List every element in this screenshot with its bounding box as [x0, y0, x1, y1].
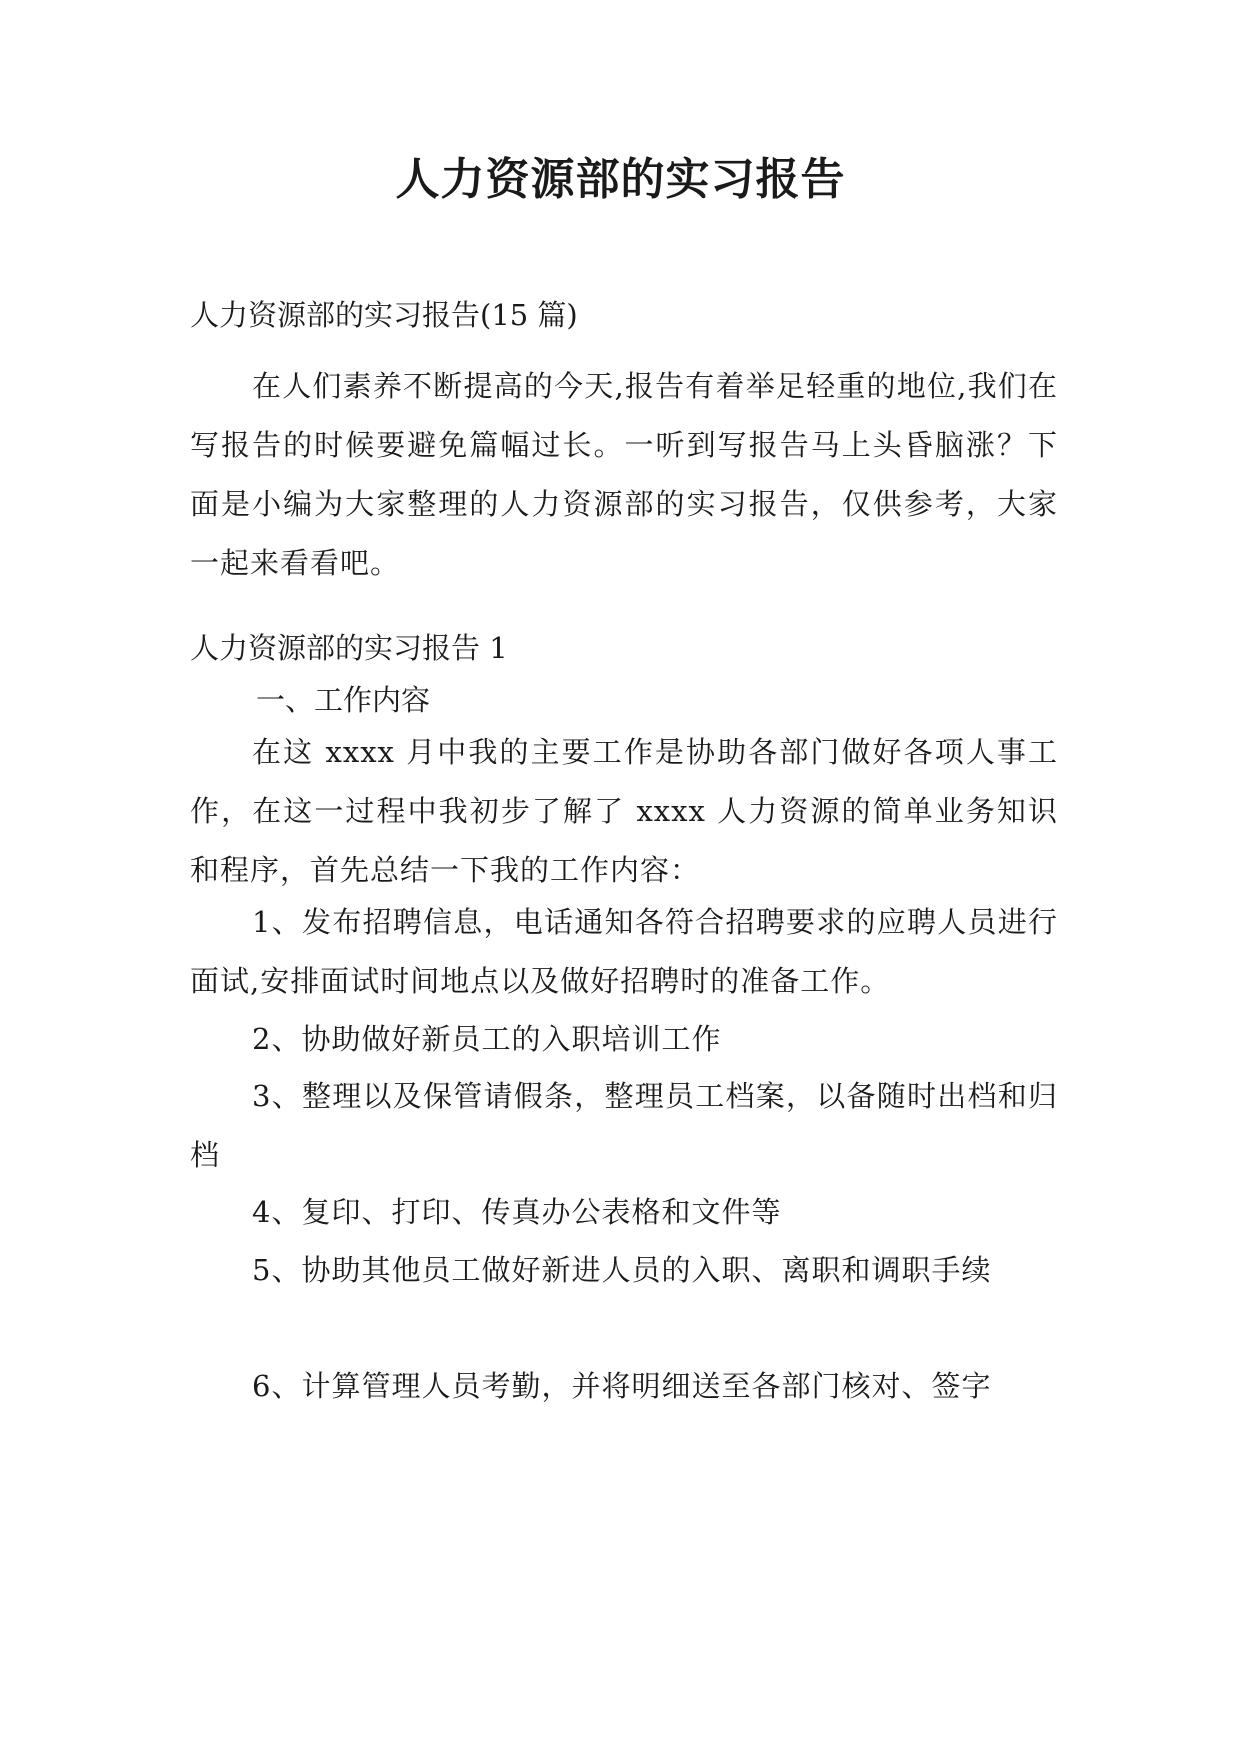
work-intro-paragraph: 在这 xxxx 月中我的主要工作是协助各部门做好各项人事工作，在这一过程中我初步了解了 xxxx 人力资源的简单业务知识和程序，首先总结一下我的工作内容：: [190, 735, 1058, 887]
section-title: 人力资源部的实习报告 1: [190, 631, 508, 665]
list-item: 4、复印、打印、传真办公表格和文件等: [252, 1195, 782, 1229]
list-item: 5、协助其他员工做好新进人员的入职、离职和调职手续: [252, 1253, 992, 1287]
intro-paragraph: 在人们素养不断提高的今天,报告有着举足轻重的地位,我们在写报告的时候要避免篇幅过长。一听到写报告马上头昏脑涨？下面是小编为大家整理的人力资源部的实习报告，仅供参考，大家一起来看看吧。: [190, 369, 1058, 580]
list-item: 3、整理以及保管请假条，整理员工档案，以备随时出档和归档: [190, 1079, 1058, 1172]
document-subtitle: 人力资源部的实习报告(15 篇): [190, 298, 578, 332]
list-item: 1、发布招聘信息，电话通知各符合招聘要求的应聘人员进行面试,安排面试时间地点以及做好招聘时的准备工作。: [190, 905, 1058, 998]
heading-work-content: 一、工作内容: [256, 683, 431, 717]
document-title: 人力资源部的实习报告: [395, 154, 846, 205]
list-item: 2、协助做好新员工的入职培训工作: [252, 1022, 722, 1056]
list-item: 6、计算管理人员考勤，并将明细送至各部门核对、签字: [252, 1369, 992, 1403]
